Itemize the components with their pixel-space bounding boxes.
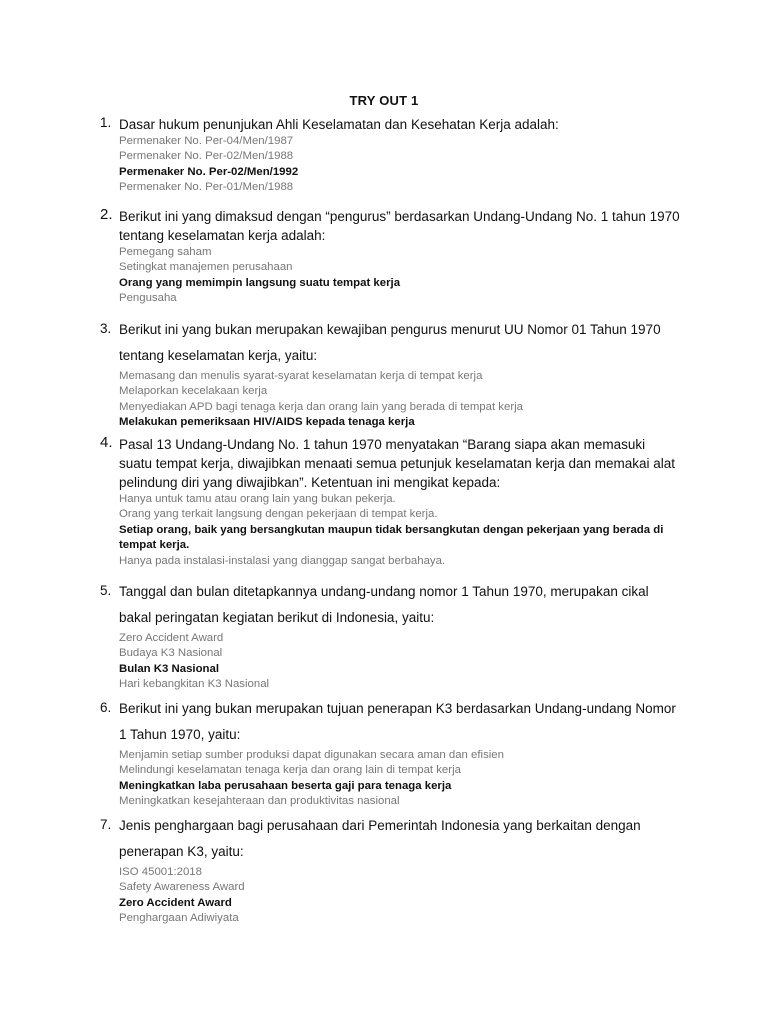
answer-option-correct: Setiap orang, baik yang bersangkutan maupun tidak bersangkutan dengan pekerjaan yang berada di tempat kerja. xyxy=(119,523,664,552)
question-4 xyxy=(100,435,680,569)
answer-options xyxy=(119,748,680,810)
answer-options xyxy=(119,492,680,569)
question-number: 1. xyxy=(100,115,112,130)
answer-option: Permenaker No. Per-01/Men/1988 xyxy=(119,181,294,194)
answer-options xyxy=(119,369,680,431)
question-number: 6. xyxy=(100,700,112,715)
answer-option: Memasang dan menulis syarat-syarat keselamatan kerja di tempat kerja xyxy=(119,370,483,382)
answer-option: Zero Accident Award xyxy=(119,632,224,644)
answer-option: Permenaker No. Per-02/Men/1988 xyxy=(119,150,294,163)
answer-option: Menjamin setiap sumber produksi dapat digunakan secara aman dan efisien xyxy=(119,749,504,761)
answer-option-correct: Meningkatkan laba perusahaan beserta gaji para tenaga kerja xyxy=(119,779,452,792)
question-text: Jenis penghargaan bagi perusahaan dari Pemerintah Indonesia yang berkaitan dengan penerapan K3, yaitu: xyxy=(119,818,641,859)
answer-option-correct: Melakukan pemeriksaan HIV/AIDS kepada tenaga kerja xyxy=(119,416,415,429)
question-1 xyxy=(100,115,680,196)
answer-option: Budaya K3 Nasional xyxy=(119,647,223,660)
question-3 xyxy=(100,321,680,431)
question-number: 3. xyxy=(100,321,112,336)
answer-option-correct: Orang yang memimpin langsung suatu tempat kerja xyxy=(119,276,401,289)
question-text: Berikut ini yang dimaksud dengan “pengurus” berdasarkan Undang-Undang No. 1 tahun 1970 tentang keselamatan kerja adalah: xyxy=(119,209,680,243)
answer-option: Pemegang saham xyxy=(119,246,212,258)
question-number: 5. xyxy=(100,583,112,598)
question-text: Pasal 13 Undang-Undang No. 1 tahun 1970 menyatakan “Barang siapa akan memasuki suatu tempat kerja, diwajibkan menaati semua petunjuk keselamatan kerja dan memakai alat pelindung diri yang diwajibkan”. Ketentuan ini mengikat kepada: xyxy=(119,437,676,490)
question-text: Dasar hukum penunjukan Ahli Keselamatan dan Kesehatan Kerja adalah: xyxy=(119,117,559,132)
answer-option: Orang yang terkait langsung dengan pekerjaan di tempat kerja. xyxy=(119,508,438,521)
answer-option: Safety Awareness Award xyxy=(119,881,245,894)
answer-option: Hanya untuk tamu atau orang lain yang bukan pekerja. xyxy=(119,493,396,505)
question-5 xyxy=(100,583,680,693)
answer-option: Melindungi keselamatan tenaga kerja dan orang lain di tempat kerja xyxy=(119,764,461,777)
answer-option: Penghargaan Adiwiyata xyxy=(119,912,239,925)
answer-option: Menyediakan APD bagi tenaga kerja dan orang lain yang berada di tempat kerja xyxy=(119,400,524,413)
document-title: TRY OUT 1 xyxy=(349,93,419,108)
answer-option: Hari kebangkitan K3 Nasional xyxy=(119,678,270,691)
answer-option: Setingkat manajemen perusahaan xyxy=(119,261,293,274)
question-6 xyxy=(100,700,680,810)
answer-option: Permenaker No. Per-04/Men/1987 xyxy=(119,135,294,147)
answer-option: Pengusaha xyxy=(119,292,177,305)
question-7 xyxy=(100,817,680,927)
question-2 xyxy=(100,207,680,307)
answer-option-correct: Bulan K3 Nasional xyxy=(119,662,220,675)
question-number: 2. xyxy=(100,206,113,223)
question-number: 7. xyxy=(100,817,112,832)
question-number: 4. xyxy=(100,434,113,451)
answer-option: ISO 45001:2018 xyxy=(119,866,202,878)
answer-options xyxy=(119,631,680,693)
answer-options xyxy=(119,865,680,927)
question-text: Berikut ini yang bukan merupakan kewajiban pengurus menurut UU Nomor 01 Tahun 1970 tentang keselamatan kerja, yaitu: xyxy=(119,322,661,363)
answer-option: Hanya pada instalasi-instalasi yang dianggap sangat berbahaya. xyxy=(119,554,446,567)
answer-option: Meningkatkan kesejahteraan dan produktivitas nasional xyxy=(119,795,400,808)
answer-options xyxy=(119,134,680,196)
answer-option: Melaporkan kecelakaan kerja xyxy=(119,385,268,398)
question-text: Tanggal dan bulan ditetapkannya undang-undang nomor 1 Tahun 1970, merupakan cikal bakal peringatan kegiatan berikut di Indonesia, yaitu: xyxy=(119,584,649,625)
question-text: Berikut ini yang bukan merupakan tujuan penerapan K3 berdasarkan Undang-undang Nomor 1 Tahun 1970, yaitu: xyxy=(119,701,676,742)
answer-options xyxy=(119,245,680,307)
answer-option-correct: Permenaker No. Per-02/Men/1992 xyxy=(119,165,299,178)
answer-option-correct: Zero Accident Award xyxy=(119,896,232,909)
